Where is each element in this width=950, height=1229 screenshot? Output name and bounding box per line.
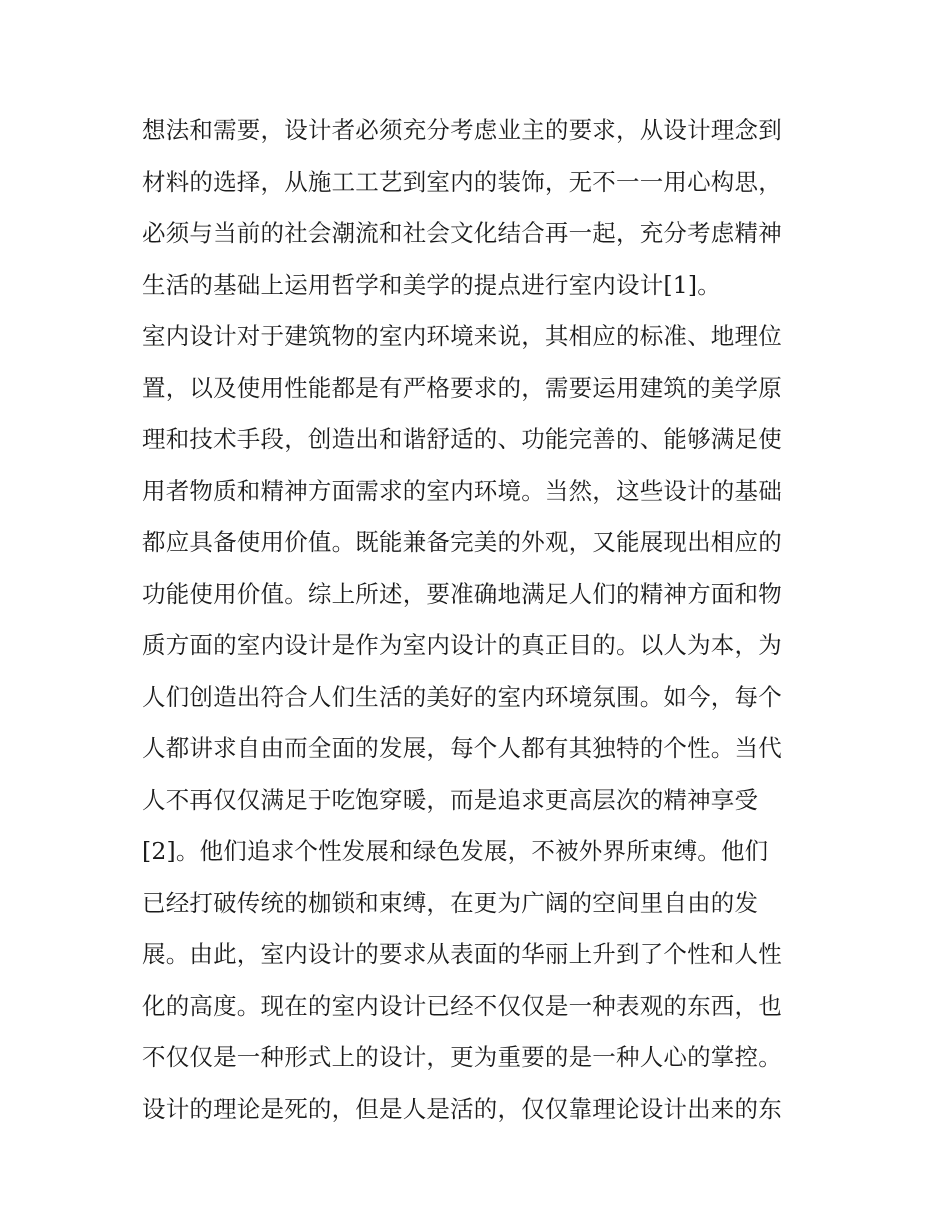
text-line: 不仅仅是一种形式上的设计，更为重要的是一种人心的掌控。 (142, 1043, 782, 1071)
text-line: 功能使用价值。综上所述，要准确地满足人们的精神方面和物 (142, 579, 782, 608)
text-line: 室内设计对于建筑物的室内环境来说，其相应的标准、地理位 (142, 322, 782, 350)
text-line: 展。由此，室内设计的要求从表面的华丽上升到了个性和人性 (142, 940, 782, 968)
text-line: [2]。他们追求个性发展和绿色发展，不被外界所束缚。他们 (142, 837, 769, 865)
text-line: 必须与当前的社会潮流和社会文化结合再一起，充分考虑精神 (142, 219, 782, 247)
text-line: 生活的基础上运用哲学和美学的提点进行室内设计[1]。 (142, 270, 721, 299)
text-line: 材料的选择，从施工工艺到室内的装饰，无不一一用心构思， (142, 167, 782, 196)
text-line: 想法和需要，设计者必须充分考虑业主的要求，从设计理念到 (142, 116, 782, 144)
text-line: 设计的理论是死的，但是人是活的，仅仅靠理论设计出来的东 (142, 1094, 782, 1123)
text-line: 都应具备使用价值。既能兼备完美的外观，又能展现出相应的 (142, 528, 782, 556)
text-line: 人不再仅仅满足于吃饱穿暖，而是追求更高层次的精神享受 (142, 785, 759, 814)
text-line: 理和技术手段，创造出和谐舒适的、功能完善的、能够满足使 (142, 425, 782, 453)
text-line: 人都讲求自由而全面的发展，每个人都有其独特的个性。当代 (142, 734, 782, 762)
text-line: 用者物质和精神方面需求的室内环境。当然，这些设计的基础 (142, 476, 782, 505)
text-line: 化的高度。现在的室内设计已经不仅仅是一种表观的东西，也 (142, 991, 782, 1020)
body-text (142, 109, 814, 1139)
text-line: 已经打破传统的枷锁和束缚，在更为广阔的空间里自由的发 (142, 888, 759, 917)
text-line: 人们创造出符合人们生活的美好的室内环境氛围。如今，每个 (142, 682, 782, 711)
text-line: 置，以及使用性能都是有严格要求的，需要运用建筑的美学原 (142, 373, 782, 402)
text-line: 质方面的室内设计是作为室内设计的真正目的。以人为本，为 (142, 631, 782, 659)
